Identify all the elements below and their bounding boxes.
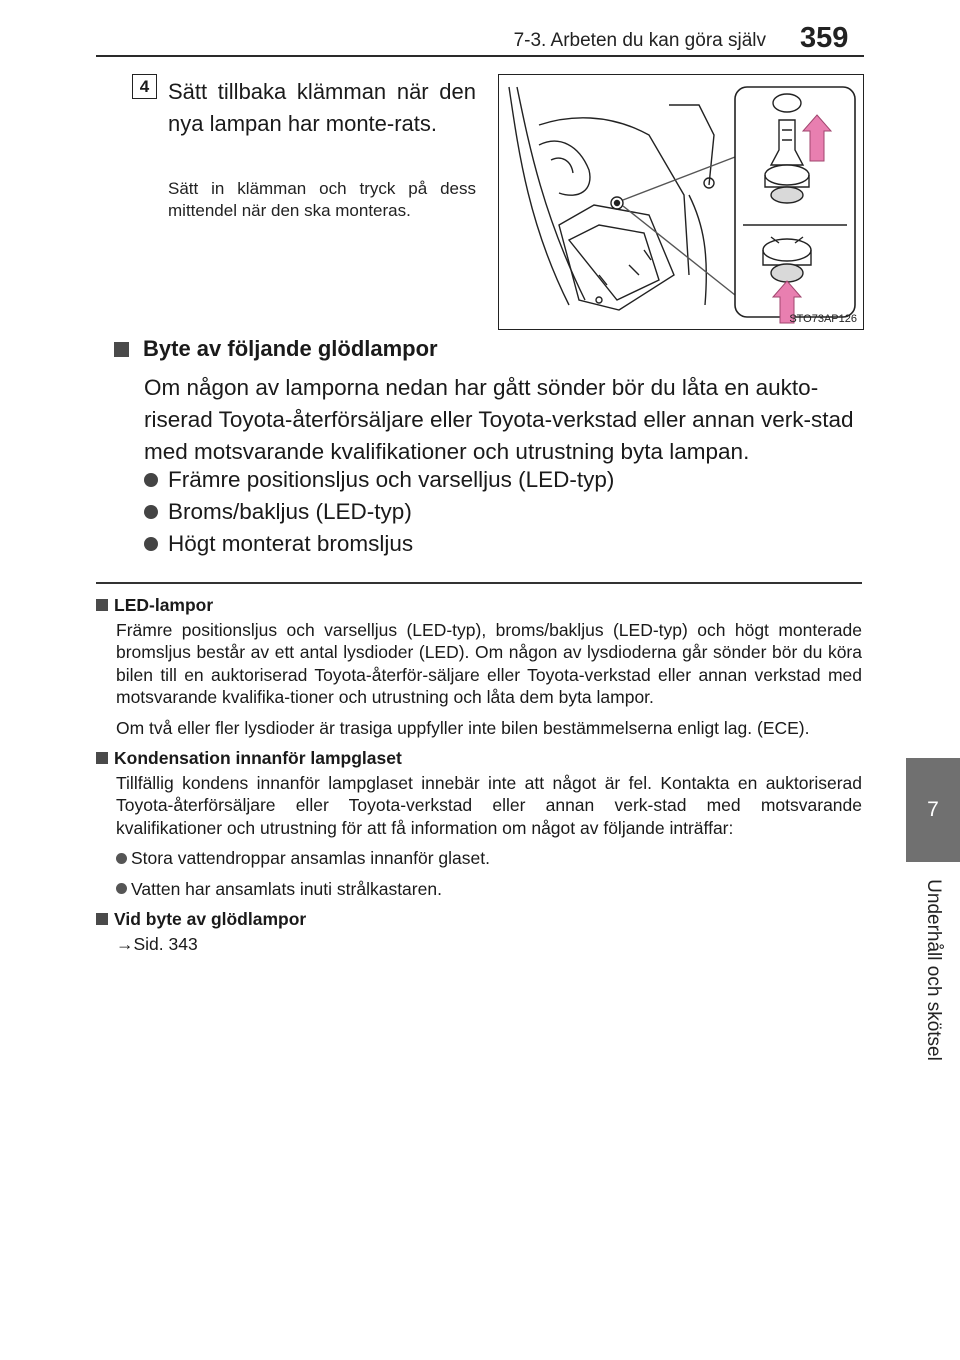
lamp-list bbox=[144, 464, 862, 560]
list-item: Högt monterat bromsljus bbox=[144, 528, 862, 560]
note-paragraph: Tillfällig kondens innanför lampglaset innebär inte att något är fel. Kontakta en auktoriserad Toyota-återförsäljare eller Toyota-verkstad eller annan verk-stad med motsvarande kvalifikationer och utrustning för att få information om något av följande inträffar: bbox=[116, 772, 862, 838]
square-bullet-icon bbox=[96, 599, 108, 611]
note-title-condensation: Kondensation innanför lampglaset bbox=[96, 747, 862, 770]
chapter-label bbox=[906, 870, 960, 1070]
step-detail: Sätt in klämman och tryck på dess mittendel när den ska monteras. bbox=[168, 179, 476, 220]
notes-divider bbox=[96, 582, 862, 584]
bullet-dot-icon bbox=[144, 505, 158, 519]
list-item: Stora vattendroppar ansamlas innanför glaset. bbox=[116, 847, 862, 870]
square-bullet-icon bbox=[114, 342, 129, 357]
clip-bottom bbox=[763, 239, 811, 261]
square-bullet-icon bbox=[96, 752, 108, 764]
chapter-label-text: Underhåll och skötsel bbox=[923, 879, 944, 1061]
illustration-drawing bbox=[499, 75, 865, 331]
step-number: 4 bbox=[139, 76, 150, 96]
notes-section bbox=[96, 594, 862, 963]
illustration-code: STO73AP126 bbox=[789, 313, 857, 325]
bullet-dot-icon bbox=[116, 883, 127, 894]
note-paragraph: Om två eller fler lysdioder är trasiga uppfyller inte bilen bestämmelserna enligt lag. (ECE). bbox=[116, 717, 810, 738]
section-title: 7-3. Arbeten du kan göra själv bbox=[513, 30, 766, 51]
note-title-led: LED-lampor bbox=[96, 594, 862, 617]
note-paragraph: Främre positionsljus och varselljus (LED-typ), broms/bakljus (LED-typ) och högt monterade bromsljus består av ett antal lysdioder (LED). Om någon av lysdioderna går sönder bör du köra bilen till en auktoriserad Toyota-återför-säljare eller Toyota-verkstad eller annan verkstad med motsvarande kvalifika-tioner och utrustning och låta dem byta lampor. bbox=[116, 619, 862, 707]
bullet-dot-icon bbox=[116, 853, 127, 864]
page-reference-link[interactable]: →Sid. 343 bbox=[116, 933, 198, 954]
section-heading bbox=[114, 336, 438, 362]
chapter-tab[interactable] bbox=[906, 758, 960, 862]
header-divider bbox=[96, 55, 864, 57]
chapter-number: 7 bbox=[927, 798, 939, 821]
section-paragraph: Om någon av lamporna nedan har gått sönder bör du låta en aukto-riserad Toyota-återförsäljare eller Toyota-verkstad eller annan verk-stad med motsvarande kvalifikationer och utrustning byta lampan. bbox=[144, 375, 854, 464]
note-title-replacement: Vid byte av glödlampor bbox=[96, 908, 862, 931]
list-item: Främre positionsljus och varselljus (LED-typ) bbox=[144, 464, 862, 496]
headlight-clip-illustration bbox=[498, 74, 864, 330]
lower-panel bbox=[559, 205, 674, 310]
square-bullet-icon bbox=[96, 913, 108, 925]
step-number-box bbox=[132, 74, 157, 99]
bullet-dot-icon bbox=[144, 537, 158, 551]
bullet-dot-icon bbox=[144, 473, 158, 487]
list-item: Broms/bakljus (LED-typ) bbox=[144, 496, 862, 528]
step-instruction: Sätt tillbaka klämman när den nya lampan har monte-rats. bbox=[168, 79, 476, 136]
page-number: 359 bbox=[800, 22, 849, 54]
list-item: Vatten har ansamlats inuti strålkastaren. bbox=[116, 878, 862, 901]
section-heading-text: Byte av följande glödlampor bbox=[143, 336, 438, 361]
